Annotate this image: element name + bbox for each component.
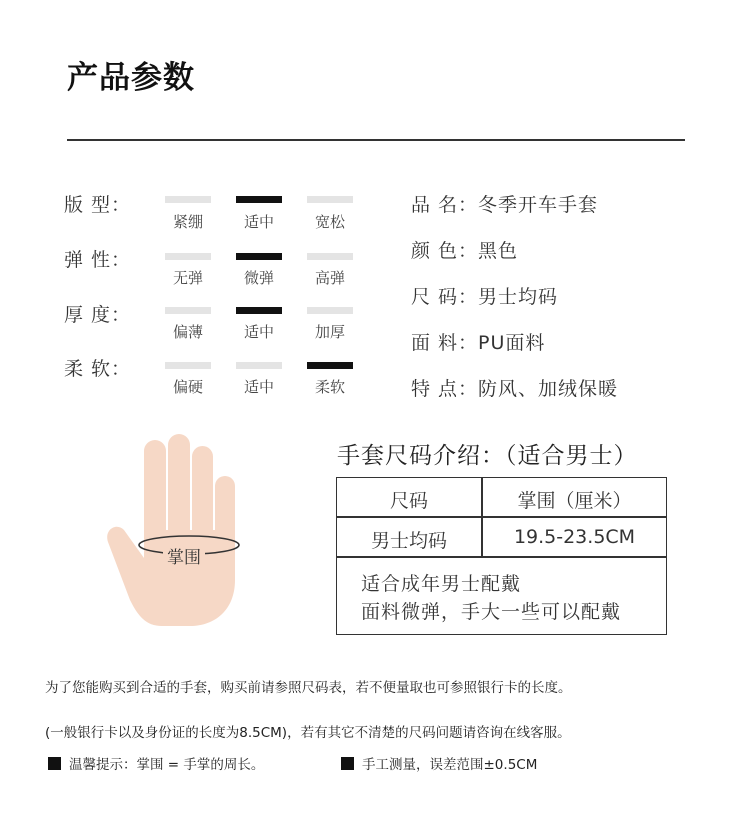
level-option: 微弹	[243, 269, 274, 287]
level-option: 无弹	[172, 269, 203, 287]
table-header-size: 尺码	[389, 490, 428, 512]
level-option: 适中	[243, 323, 274, 341]
param-label: 柔 软：	[64, 358, 132, 380]
footer-note: (一般银行卡以及身份证的长度为8.5CM)，若有其它不清楚的尺码问题请咨询在线客服。	[45, 725, 571, 741]
table-header-palm: 掌围（厘米）	[517, 490, 632, 512]
info-features: 特 点：防风、加绒保暖	[411, 378, 619, 400]
tip-text: 温馨提示：掌围 = 手掌的周长。	[69, 757, 265, 773]
info-material: 面 料：PU面料	[411, 332, 546, 354]
info-color: 颜 色：黑色	[411, 240, 519, 262]
hand-illustration	[100, 430, 280, 630]
bullet-square-icon	[341, 757, 354, 770]
level-option: 柔软	[314, 378, 345, 396]
level-option: 适中	[243, 378, 274, 396]
level-option: 紧绷	[172, 213, 203, 231]
level-option: 偏硬	[172, 378, 203, 396]
title-divider	[67, 139, 685, 141]
bullet-square-icon	[48, 757, 61, 770]
table-cell-size: 男士均码	[370, 530, 447, 552]
level-bar-active	[236, 196, 282, 203]
level-bar	[165, 253, 211, 260]
level-option: 适中	[243, 213, 274, 231]
level-bar-active	[307, 362, 353, 369]
level-bar	[236, 362, 282, 369]
level-bar	[165, 196, 211, 203]
table-cell-palm: 19.5-23.5CM	[513, 526, 636, 548]
level-option: 加厚	[314, 323, 345, 341]
info-name: 品 名：冬季开车手套	[411, 194, 599, 216]
palm-circumference-label: 掌围	[163, 543, 205, 568]
level-bar	[307, 253, 353, 260]
size-chart-title: 手套尺码介绍：（适合男士）	[337, 443, 638, 469]
table-note: 面料微弹，手大一些可以配戴	[361, 601, 622, 623]
param-label: 版 型：	[64, 194, 132, 216]
table-divider	[337, 516, 666, 518]
footer-note: 为了您能购买到合适的手套，购买前请参照尺码表，若不便量取也可参照银行卡的长度。	[45, 680, 572, 696]
level-option: 高弹	[314, 269, 345, 287]
tip-text: 手工测量，误差范围±0.5CM	[362, 757, 538, 773]
table-note: 适合成年男士配戴	[361, 573, 522, 595]
info-size: 尺 码：男士均码	[411, 286, 559, 308]
level-option: 宽松	[314, 213, 345, 231]
level-bar	[307, 196, 353, 203]
level-bar	[165, 362, 211, 369]
size-table	[336, 477, 667, 635]
page-title: 产品参数	[67, 60, 195, 96]
level-bar	[165, 307, 211, 314]
footer-tip	[48, 753, 264, 773]
level-bar-active	[236, 253, 282, 260]
level-bar	[307, 307, 353, 314]
table-divider	[337, 556, 666, 558]
param-label: 弹 性：	[64, 249, 132, 271]
footer-tip	[341, 753, 537, 773]
level-bar-active	[236, 307, 282, 314]
param-label: 厚 度：	[64, 304, 132, 326]
level-option: 偏薄	[172, 323, 203, 341]
